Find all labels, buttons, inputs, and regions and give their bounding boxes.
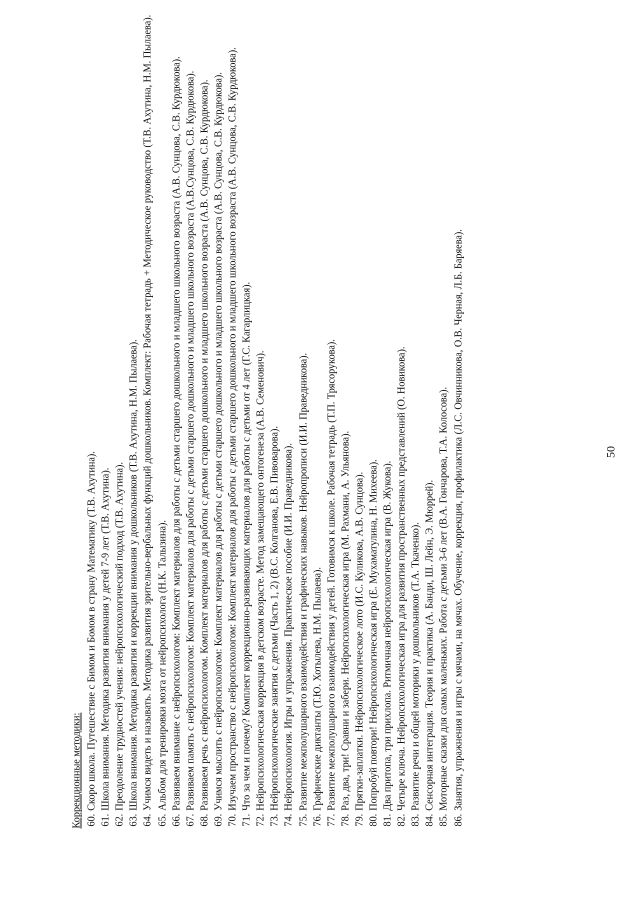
item-text: Нейропсихологические занятия с детьми (Часть 1, 2) (В.С. Колганова, Е.В. Пивоварова). — [269, 426, 281, 811]
item-number: 83. — [410, 813, 422, 827]
item-number: 64. — [142, 813, 154, 827]
list-item — [255, 0, 269, 829]
item-text: Преодоление трудностей учения: нейропсихологический подход (Т.В. Ахутина). — [114, 462, 126, 811]
item-number: 68. — [199, 813, 211, 827]
item-text: Нейропсихологическая коррекция в детском возрасте. Метод замещающего онтогенеза (А.В. Семенович). — [255, 350, 267, 811]
methods-list — [71, 0, 467, 829]
item-number: 80. — [368, 813, 380, 827]
list-item — [325, 0, 339, 829]
item-text: Графические диктанты (Т.Ю. Хотылева, Н.М. Пылаева). — [312, 567, 324, 811]
list-item — [396, 0, 410, 829]
item-number: 82. — [396, 813, 408, 827]
list-item — [438, 0, 452, 829]
item-number: 71. — [241, 813, 253, 827]
item-text: Развитие межполушарного взаимодействия и графических навыков. Нейропрописи (И.И. Праведникова). — [298, 352, 309, 811]
item-number: 84. — [424, 813, 436, 827]
list-item — [184, 0, 198, 829]
item-number: 69. — [213, 813, 225, 827]
list-item — [410, 0, 424, 829]
item-number: 86. — [453, 813, 465, 827]
item-text: Развитие речи и общей моторики у дошкольников (Т.А. Ткаченко). — [410, 522, 422, 811]
list-item — [198, 0, 212, 829]
item-number: 61. — [100, 813, 112, 827]
item-text: Развиваем память с нейропсихологом: Комплект материалов для работы с детьми старшего дошкольного и младшего школьного возраста (А.В.Сунцова, С.В. Курдюкова). — [185, 70, 197, 811]
item-text: Школа внимания. Методика развития и коррекции внимания у дошкольников (Т.В. Ахутина, Н.М. Пылаева). — [128, 339, 140, 811]
item-number: 62. — [114, 813, 126, 827]
item-number: 81. — [382, 813, 394, 827]
item-number: 73. — [269, 813, 281, 827]
item-text: Развиваем речь с нейропсихологом. Комплект материалов для работы с детьми старшего дошкольного и младшего школьного возраста (А.В. Сунцова, С.В. Курдюкова). — [199, 79, 211, 811]
page-number: 50 — [603, 446, 618, 458]
item-number: 79. — [354, 813, 366, 827]
item-text: Развитие межполушарного взаимодействия у детей. Готовимся к школе. Рабочая тетрадь (Т.П. Трясорукова). — [326, 339, 338, 811]
list-item — [128, 0, 142, 829]
item-text: Школа внимания. Методика развития внимания у детей 7-9 лет (Т.В. Ахутина). — [100, 467, 112, 811]
item-text: Моторные сказки для самых маленьких. Работа с детьми 3-6 лет (В.А. Гончарова, Т.А. Колосова). — [438, 386, 450, 811]
item-text: Изучаем пространство с нейропсихологом: Комплект материалов для работы с детьми старшего дошкольного и младшего школьного возраста (А.В. Сунцова, С.В. Курдюкова). — [227, 47, 239, 811]
item-text: Учимся мыслить с нейропсихологом: Комплект материалов для работы с детьми старшего дошкольного и младшего школьного возраста (А.В. Сунцова, С.В. Курдюкова). — [213, 72, 225, 811]
item-text: Сенсорная интеграция. Теория и практика (А. Банди, Ш. Лейн, Э. Мюррей). — [424, 480, 436, 811]
list-item — [241, 0, 255, 829]
list-item — [367, 0, 381, 829]
list-item — [424, 0, 438, 829]
item-number: 78. — [340, 813, 352, 827]
list-item — [297, 0, 311, 829]
item-number: 77. — [326, 813, 338, 827]
item-text: Прятки-заплатки. Нейропсихологическое лото (И.С. Куликова, А.В. Сунцова). — [354, 471, 366, 811]
list-item — [339, 0, 353, 829]
list-item — [142, 0, 156, 829]
item-text: Раз, два, три! Сравни и забери. Нейропсихологическая игра (М. Рахмани, А. Ульянова). — [340, 430, 352, 811]
item-number: 72. — [255, 813, 267, 827]
item-text: Альбом для тренировки мозга от нейропсихолога (Н.К. Талызина). — [157, 520, 169, 811]
item-number: 75. — [298, 813, 309, 827]
item-number: 85. — [438, 813, 450, 827]
list-item — [353, 0, 367, 829]
item-text: Два притопа, три прихлопа. Ритмичная нейропсихологическая игра (В. Жукова). — [382, 460, 394, 811]
list-item — [114, 0, 128, 829]
rotated-scan — [1, 0, 640, 905]
list-item — [452, 0, 466, 829]
item-text: Нейропсихология. Игры и упражнения. Практическое пособие (И.И. Праведникова). — [283, 443, 295, 811]
list-item — [269, 0, 283, 829]
item-number: 67. — [185, 813, 197, 827]
list-item — [170, 0, 184, 829]
item-text: Четыре ключа. Нейропсихологическая игра для развития пространственных представлений (О. Новикова). — [396, 346, 408, 811]
item-text: Развиваем внимание с нейропсихологом: Комплект материалов для работы с детьми старшего дошкольного и младшего школьного возраста (А.В. Сунцова, С.В. Курдюкова). — [171, 56, 183, 811]
item-number: 63. — [128, 813, 140, 827]
list-item — [227, 0, 241, 829]
item-text: Скоро школа. Путешествие с Бимом и Бомом в страну Математику (Т.В. Ахутина). — [86, 451, 98, 811]
item-number: 66. — [171, 813, 183, 827]
item-text: Занятия, упражнения и игры с мячами, на мячах. Обучение, коррекция, профилактика (Л.С. Овчинникова, О.В. Черная, Л.Б. Баряева). — [453, 229, 465, 811]
item-number: 76. — [312, 813, 324, 827]
section-heading: Коррекционные методики: — [71, 712, 83, 829]
item-text: Учимся видеть и называть. Методика развития зрительно-вербальных функций дошкольников. Комплект: Рабочая тетрадь + Методическое руководство (Т.В. Ахутина, Н.М. Пылаева). — [142, 14, 154, 811]
item-text: Попробуй повтори! Нейропсихологическая игра (Е. Мухаматулина, Н. Михеева). — [368, 459, 380, 811]
item-number: 60. — [86, 813, 98, 827]
item-number: 65. — [157, 813, 169, 827]
item-number: 74. — [283, 813, 295, 827]
item-text: Что за чем и почему? Комплект коррекционно-развивающих материалов для работы с детьми от 4 лет (Г.С. Кагарлицкая). — [241, 281, 253, 811]
list-item — [86, 0, 100, 829]
list-item — [156, 0, 170, 829]
list-item — [311, 0, 325, 829]
list-item — [100, 0, 114, 829]
list-item — [382, 0, 396, 829]
list-item — [212, 0, 226, 829]
list-item — [283, 0, 297, 829]
item-number: 70. — [227, 813, 239, 827]
